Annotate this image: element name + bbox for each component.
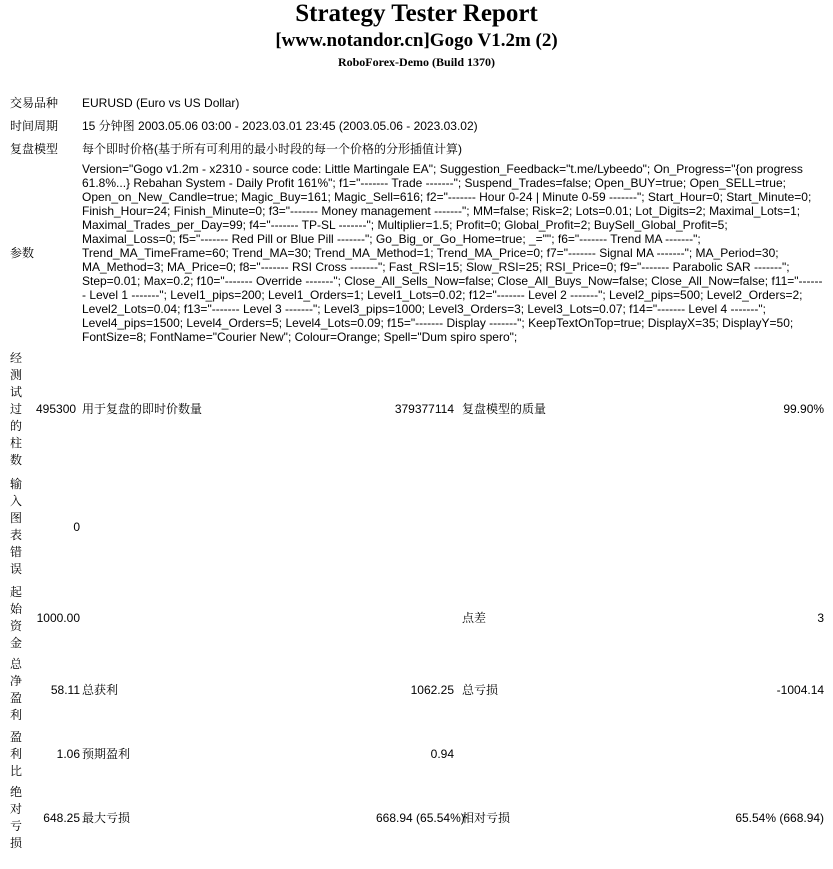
net-profit-row xyxy=(6,654,828,726)
errors-row xyxy=(6,472,828,582)
ticks-label: 用于复盘的即时价数量 xyxy=(82,402,203,416)
gross-profit-label: 总获利 xyxy=(82,683,119,697)
period-value: 15 分钟图 2003.05.06 03:00 - 2023.03.01 23:45 (2003.05.06 - 2023.03.02) xyxy=(82,118,478,133)
absolute-drawdown-label: 绝对亏损 xyxy=(10,785,23,850)
drawdown-row xyxy=(6,782,828,854)
spread-value: 3 xyxy=(817,611,825,625)
profit-factor-label: 盈利比 xyxy=(10,729,23,778)
errors-label: 输入图表错误 xyxy=(10,477,23,576)
report-title: Strategy Tester Report xyxy=(295,0,538,27)
quality-label: 复盘模型的质量 xyxy=(462,402,547,416)
report-build: RoboForex-Demo (Build 1370) xyxy=(337,55,496,69)
period-label: 时间周期 xyxy=(10,118,59,133)
absolute-drawdown-value: 648.25 xyxy=(43,811,80,825)
relative-drawdown-value: 65.54% (668.94) xyxy=(735,811,825,825)
expected-payoff-label: 预期盈利 xyxy=(82,747,131,761)
spread-label: 点差 xyxy=(462,611,487,625)
model-row xyxy=(6,137,828,160)
symbol-row xyxy=(6,91,828,114)
expected-payoff-value: 0.94 xyxy=(430,747,454,761)
errors-value: 0 xyxy=(73,520,80,534)
net-profit-label: 总净盈利 xyxy=(10,657,23,722)
relative-drawdown-label: 相对亏损 xyxy=(462,811,511,825)
profit-factor-row xyxy=(6,726,828,782)
report-table xyxy=(6,91,828,854)
bars-label: 经测试过的柱数 xyxy=(10,350,23,467)
params-row xyxy=(6,160,828,346)
symbol-label: 交易品种 xyxy=(10,95,59,110)
deposit-label: 起始资金 xyxy=(10,585,23,650)
model-value: 每个即时价格(基于所有可利用的最小时段的每一个价格的分形插值计算) xyxy=(82,141,462,156)
gross-profit-value: 1062.25 xyxy=(410,683,454,697)
model-label: 复盘模型 xyxy=(10,141,59,156)
net-profit-value: 58.11 xyxy=(50,683,80,697)
deposit-value: 1000.00 xyxy=(36,611,80,625)
bars-row xyxy=(6,346,828,472)
deposit-row xyxy=(6,582,828,654)
gross-loss-label: 总亏损 xyxy=(462,683,499,697)
symbol-value: EURUSD (Euro vs US Dollar) xyxy=(82,95,240,110)
gross-loss-value: -1004.14 xyxy=(776,683,825,697)
max-drawdown-value: 668.94 (65.54%) xyxy=(376,811,465,825)
period-row xyxy=(6,114,828,137)
quality-value: 99.90% xyxy=(783,402,825,416)
report-subtitle: [www.notandor.cn]Gogo V1.2m (2) xyxy=(275,30,558,51)
params-value: Version="Gogo v1.2m - x2310 - source code: Little Martingale EA"; Suggestion_Feedback="t.me/Lybeedo"; On_Progress="{on progress 61.8%...} Rebahan System - Daily Profit 161%"; f1="------- Trade -------"; Suspend_Trades=false; Open_BUY=true; Open_SELL=true; Open_on_New_Candle=true; Magic_Buy=161; Magic_Sell=616; f2="------- Hour 0-24 | Minute 0-59 -------"; Start_Hour=0; Start_Minute=0; Finish_Hour=24; Finish_Minute=0; f3="------- Money management -------"; MM=false; Risk=2; Lots=0.01; Lot_Digits=2; Maximal_Lots=1; Maximal_Trades_per_Day=99; f4="------- TP-SL -------"; Multiplier=1.5; Profit=0; Global_Profit=2; BuySell_Global_Profit=5; Maximal_Loss=0; f5="------- Red Pill or Blue Pill -------"; Go_Big_or_Go_Home=true; _=""; f6="------- Trend MA -------"; Trend_MA_TimeFrame=60; Trend_MA=30; Trend_MA_Method=1; Trend_MA_Price=0; f7="------- Signal MA -------"; MA_Period=30; MA_Method=3; MA_Price=0; f8="------- RSI Cross -------"; Fast_RSI=15; Slow_RSI=25; RSI_Price=0; f9="------- Parabolic SAR -------"; Step=0.01; Max=0.2; f10="------- Override -------"; Close_All_Sells_Now=false; Close_All_Buys_Now=false; Close_All_Now=false; f11="------- Level 1 -------"; Level1_pips=200; Level1_Orders=1; Level1_Lots=0.02; f12="------- Level 2 -------"; Level2_pips=500; Level2_Orders=2; Level2_Lots=0.04; f13="------- Level 3 -------"; Level3_pips=1000; Level3_Orders=3; Level3_Lots=0.07; f14="------- Level 4 -------"; Level4_pips=1500; Level4_Orders=5; Level4_Lots=0.09; f15="------- Display -------"; KeepTextOnTop=true; DisplayX=35; DisplayY=50; FontSize=8; FontName="Courier New"; Colour=Orange; Spell="Dum spiro spero"; xyxy=(82,162,823,344)
ticks-value: 379377114 xyxy=(394,402,454,416)
max-drawdown-label: 最大亏损 xyxy=(82,811,131,825)
bars-value: 495300 xyxy=(36,402,77,416)
params-label: 参数 xyxy=(10,246,35,260)
profit-factor-value: 1.06 xyxy=(56,747,80,761)
report-header xyxy=(0,0,833,70)
